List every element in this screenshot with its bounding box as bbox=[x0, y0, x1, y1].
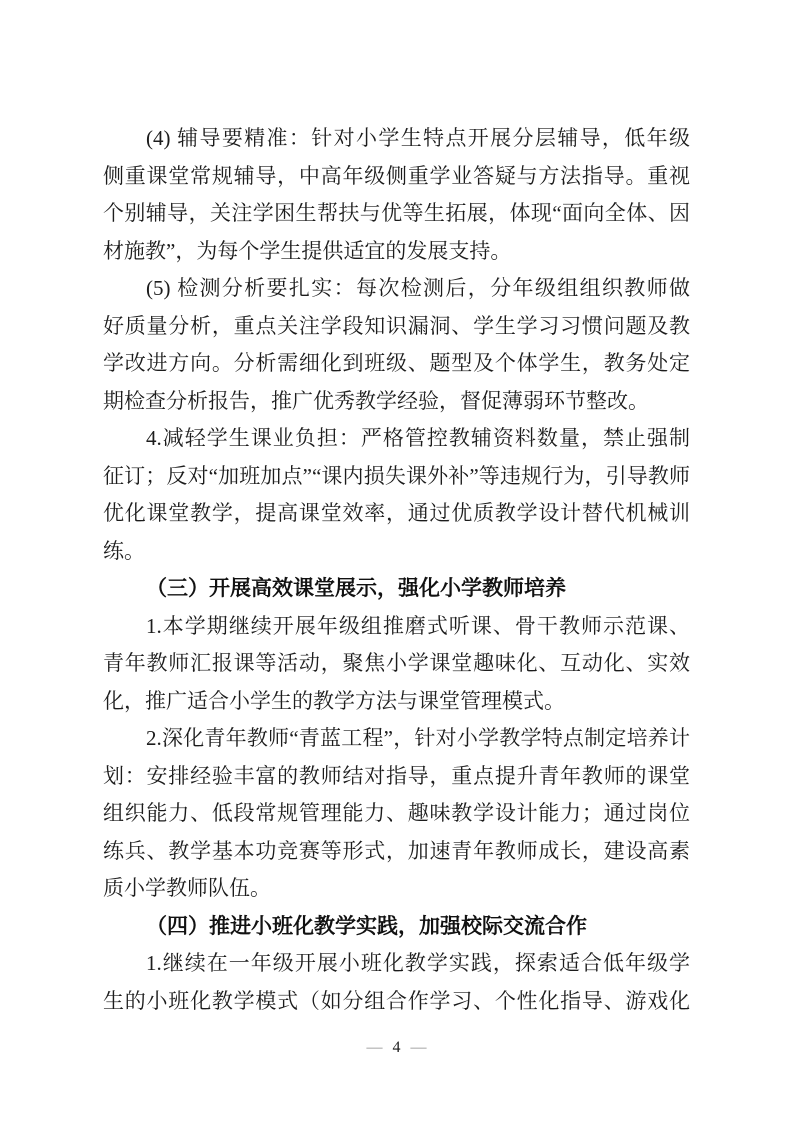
section-heading-three bbox=[103, 570, 690, 608]
paragraph-line: 划：安排经验丰富的教师结对指导，重点提升青年教师的课堂 bbox=[103, 763, 690, 788]
section-heading: （三）开展高效课堂展示，强化小学教师培养 bbox=[146, 576, 566, 600]
paragraph-test-analysis bbox=[103, 270, 690, 420]
paragraph-line: (4) 辅导要精准：针对小学生特点开展分层辅导，低年级 bbox=[146, 126, 690, 150]
section-heading-four bbox=[103, 908, 690, 946]
paragraph-line: 2.深化青年教师“青蓝工程”，针对小学教学特点制定培养计 bbox=[146, 726, 690, 750]
page-footer bbox=[0, 1038, 793, 1058]
paragraph-small-class bbox=[103, 945, 690, 1020]
page-number-dash-left: — bbox=[366, 1039, 383, 1056]
section-heading: （四）推进小班化教学实践，加强校际交流合作 bbox=[146, 913, 587, 938]
paragraph-line: 练兵、教学基本功竞赛等形式，加速青年教师成长，建设高素 bbox=[103, 838, 690, 863]
paragraph-line: 侧重课堂常规辅导，中高年级侧重学业答疑与方法指导。重视 bbox=[103, 163, 690, 188]
paragraph-line: 优化课堂教学，提高课堂效率，通过优质教学设计替代机械训 bbox=[103, 501, 690, 525]
paragraph-line: 材施教”，为每个学生提供适宜的发展支持。 bbox=[103, 238, 512, 263]
paragraph-line: (5) 检测分析要扎实：每次检测后，分年级组组织教师做 bbox=[146, 276, 690, 300]
paragraph-line: 学改进方向。分析需细化到班级、题型及个体学生，教务处定 bbox=[103, 351, 690, 375]
paragraph-line: 1.继续在一年级开展小班化教学实践，探索适合低年级学 bbox=[146, 951, 690, 975]
page-number-dash-right: — bbox=[410, 1039, 427, 1056]
paragraph-line: 好质量分析，重点关注学段知识漏洞、学生学习习惯问题及教 bbox=[103, 313, 690, 338]
paragraph-line: 青年教师汇报课等活动，聚焦小学课堂趣味化、互动化、实效 bbox=[103, 651, 690, 675]
paragraph-young-teachers bbox=[103, 720, 690, 908]
paragraph-classroom-demo bbox=[103, 608, 690, 721]
paragraph-line: 组织能力、低段常规管理能力、趣味教学设计能力；通过岗位 bbox=[103, 801, 690, 825]
paragraph-reduce-burden bbox=[103, 420, 690, 570]
paragraph-line: 征订；反对“加班加点”“课内损失课外补”等违规行为，引导教师 bbox=[103, 463, 690, 488]
paragraph-tutoring-precision bbox=[103, 120, 690, 270]
paragraph-line: 1.本学期继续开展年级组推磨式听课、骨干教师示范课、 bbox=[146, 613, 690, 638]
document-body bbox=[103, 120, 690, 1020]
paragraph-line: 质小学教师队伍。 bbox=[103, 876, 271, 900]
paragraph-line: 练。 bbox=[103, 538, 145, 563]
paragraph-line: 4.减轻学生课业负担：严格管控教辅资料数量，禁止强制 bbox=[146, 426, 690, 450]
paragraph-line: 化，推广适合小学生的教学方法与课堂管理模式。 bbox=[103, 688, 565, 713]
page-number: 4 bbox=[392, 1039, 401, 1056]
paragraph-line: 生的小班化教学模式（如分组合作学习、个性化指导、游戏化 bbox=[103, 988, 690, 1013]
paragraph-line: 个别辅导，关注学困生帮扶与优等生拓展，体现“面向全体、因 bbox=[103, 201, 690, 225]
paragraph-line: 期检查分析报告，推广优秀教学经验，督促薄弱环节整改。 bbox=[103, 388, 649, 413]
